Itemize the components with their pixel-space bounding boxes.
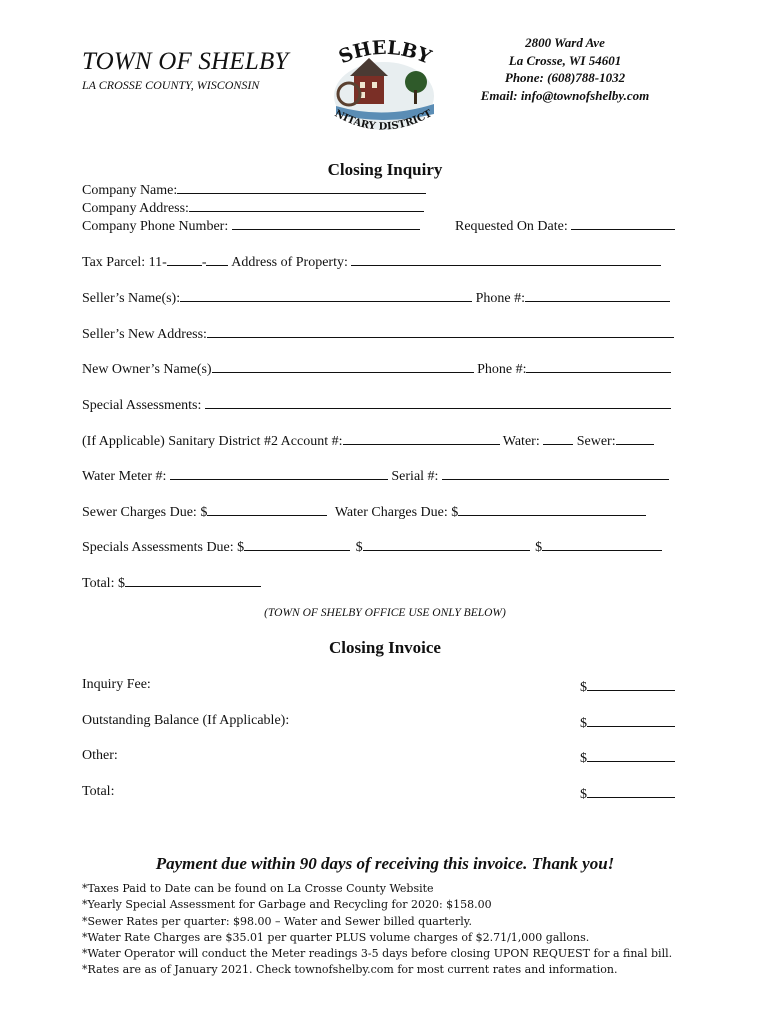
- inquiry-total-label: Total: $: [82, 576, 125, 591]
- serial-field[interactable]: [442, 466, 669, 480]
- other-label: Other:: [82, 748, 118, 763]
- water-meter-label: Water Meter #:: [82, 469, 167, 484]
- new-owners-row: [82, 359, 671, 378]
- special-assessments-row: [82, 395, 671, 414]
- inquiry-fee-field[interactable]: [587, 677, 675, 691]
- specials-due-field-3[interactable]: [542, 537, 662, 551]
- sanitary-account-label: (If Applicable) Sanitary District #2 Account #:: [82, 434, 343, 449]
- sellers-new-address-field[interactable]: [207, 324, 674, 338]
- logo-bottom-text: NITARY DISTRICT: [332, 108, 434, 133]
- company-name-row: [82, 180, 426, 199]
- sewer-charges-field[interactable]: [207, 502, 327, 516]
- seller-phone-label: Phone #:: [475, 291, 525, 306]
- water-meter-row: [82, 466, 669, 485]
- company-phone-row: [82, 216, 420, 235]
- address-phone: Phone: (608)788-1032: [504, 70, 626, 85]
- specials-dollar-3: $: [535, 540, 543, 555]
- address-street: 2800 Ward Ave: [525, 35, 605, 50]
- tax-parcel-part1-field[interactable]: [167, 252, 202, 266]
- note-item: *Water Rate Charges are $35.01 per quarter PLUS volume charges of $2.71/1,000 gallons.: [82, 930, 590, 944]
- note-item: *Sewer Rates per quarter: $98.00 – Water and Sewer billed quarterly.: [82, 914, 473, 928]
- outstanding-balance-field[interactable]: [587, 713, 675, 727]
- contact-address: [452, 34, 678, 104]
- specials-due-field-1[interactable]: [244, 537, 350, 551]
- outstanding-balance-dollar: $: [580, 716, 587, 731]
- water-meter-field[interactable]: [170, 466, 388, 480]
- specials-due-label: Specials Assessments Due: $: [82, 540, 245, 555]
- other-dollar: $: [580, 751, 587, 766]
- new-owners-field[interactable]: [212, 359, 474, 373]
- company-address-field[interactable]: [189, 198, 424, 212]
- sellers-new-address-row: [82, 324, 674, 343]
- company-phone-field[interactable]: [232, 216, 420, 230]
- other-amount: [580, 748, 675, 767]
- company-name-label: Company Name:: [82, 183, 178, 198]
- company-name-field[interactable]: [177, 180, 426, 194]
- water-charges-label: Water Charges Due: $: [334, 505, 459, 520]
- charges-due-row: [82, 502, 646, 521]
- sewer-charges-label: Sewer Charges Due: $: [82, 505, 208, 520]
- company-address-row: [82, 198, 424, 217]
- seller-phone-field[interactable]: [525, 288, 670, 302]
- tax-parcel-label: Tax Parcel: 11-: [82, 255, 167, 270]
- serial-label: Serial #:: [391, 469, 439, 484]
- outstanding-balance-label: Outstanding Balance (If Applicable):: [82, 713, 290, 728]
- water-charges-field[interactable]: [458, 502, 646, 516]
- sellers-new-address-label: Seller’s New Address:: [82, 327, 207, 342]
- tax-parcel-row: [82, 252, 661, 271]
- inquiry-fee-amount: [580, 677, 675, 696]
- tax-parcel-part2-field[interactable]: [206, 252, 228, 266]
- town-title: TOWN OF SHELBY: [82, 48, 289, 75]
- inquiry-fee-label: Inquiry Fee:: [82, 677, 151, 692]
- company-address-label: Company Address:: [82, 201, 189, 216]
- sanitary-account-row: [82, 431, 654, 450]
- outstanding-balance-amount: [580, 713, 675, 732]
- other-field[interactable]: [587, 748, 675, 762]
- new-owners-label: New Owner’s Name(s): [82, 362, 212, 377]
- inquiry-total-field[interactable]: [125, 573, 261, 587]
- address-city: La Crosse, WI 54601: [508, 52, 622, 68]
- specials-dollar-2: $: [355, 540, 363, 555]
- closing-invoice-title: Closing Invoice: [329, 638, 441, 657]
- property-address-field[interactable]: [351, 252, 661, 266]
- invoice-total-dollar: $: [580, 787, 587, 802]
- requested-on-row: [455, 216, 675, 235]
- water-field[interactable]: [543, 431, 573, 445]
- inquiry-fee-dollar: $: [580, 680, 587, 695]
- water-label: Water:: [502, 434, 540, 449]
- special-assessments-field[interactable]: [205, 395, 671, 409]
- sellers-name-row: [82, 288, 670, 307]
- invoice-total-amount: [580, 784, 675, 803]
- requested-on-field[interactable]: [571, 216, 675, 230]
- county-subtitle: LA CROSSE COUNTY, WISCONSIN: [82, 78, 260, 92]
- sanitary-district-logo: [322, 34, 446, 144]
- inquiry-total-row: [82, 573, 261, 592]
- sewer-label: Sewer:: [576, 434, 616, 449]
- specials-due-field-2[interactable]: [363, 537, 530, 551]
- sewer-field[interactable]: [616, 431, 654, 445]
- note-item: *Water Operator will conduct the Meter readings 3-5 days before closing UPON REQUEST for a final bill.: [82, 947, 673, 961]
- address-email: Email: info@townofshelby.com: [480, 87, 650, 103]
- note-item: *Taxes Paid to Date can be found on La Crosse County Website: [82, 882, 434, 895]
- office-use-note: (TOWN OF SHELBY OFFICE USE ONLY BELOW): [264, 607, 506, 619]
- note-item: *Yearly Special Assessment for Garbage and Recycling for 2020: $158.00: [82, 898, 492, 912]
- payment-due-note: Payment due within 90 days of receiving this invoice. Thank you!: [155, 854, 615, 873]
- specials-assessments-due-row: [82, 537, 662, 556]
- property-address-label: Address of Property:: [231, 255, 348, 270]
- special-assessments-label: Special Assessments:: [82, 398, 202, 413]
- company-phone-label: Company Phone Number:: [82, 219, 229, 234]
- note-item: *Rates are as of January 2021. Check townofshelby.com for most current rates and information.: [82, 963, 618, 977]
- sellers-name-field[interactable]: [180, 288, 472, 302]
- sellers-name-label: Seller’s Name(s):: [82, 291, 181, 306]
- new-owner-phone-field[interactable]: [526, 359, 671, 373]
- sanitary-account-field[interactable]: [343, 431, 500, 445]
- requested-on-label: Requested On Date:: [455, 219, 568, 234]
- rate-notes: [82, 881, 672, 979]
- new-owner-phone-label: Phone #:: [477, 362, 527, 377]
- tax-parcel-separator: -: [201, 255, 207, 270]
- invoice-total-field[interactable]: [587, 784, 675, 798]
- closing-inquiry-title: Closing Inquiry: [327, 160, 443, 179]
- logo-top-text: SHELBY: [335, 36, 435, 69]
- invoice-total-label: Total:: [82, 784, 115, 799]
